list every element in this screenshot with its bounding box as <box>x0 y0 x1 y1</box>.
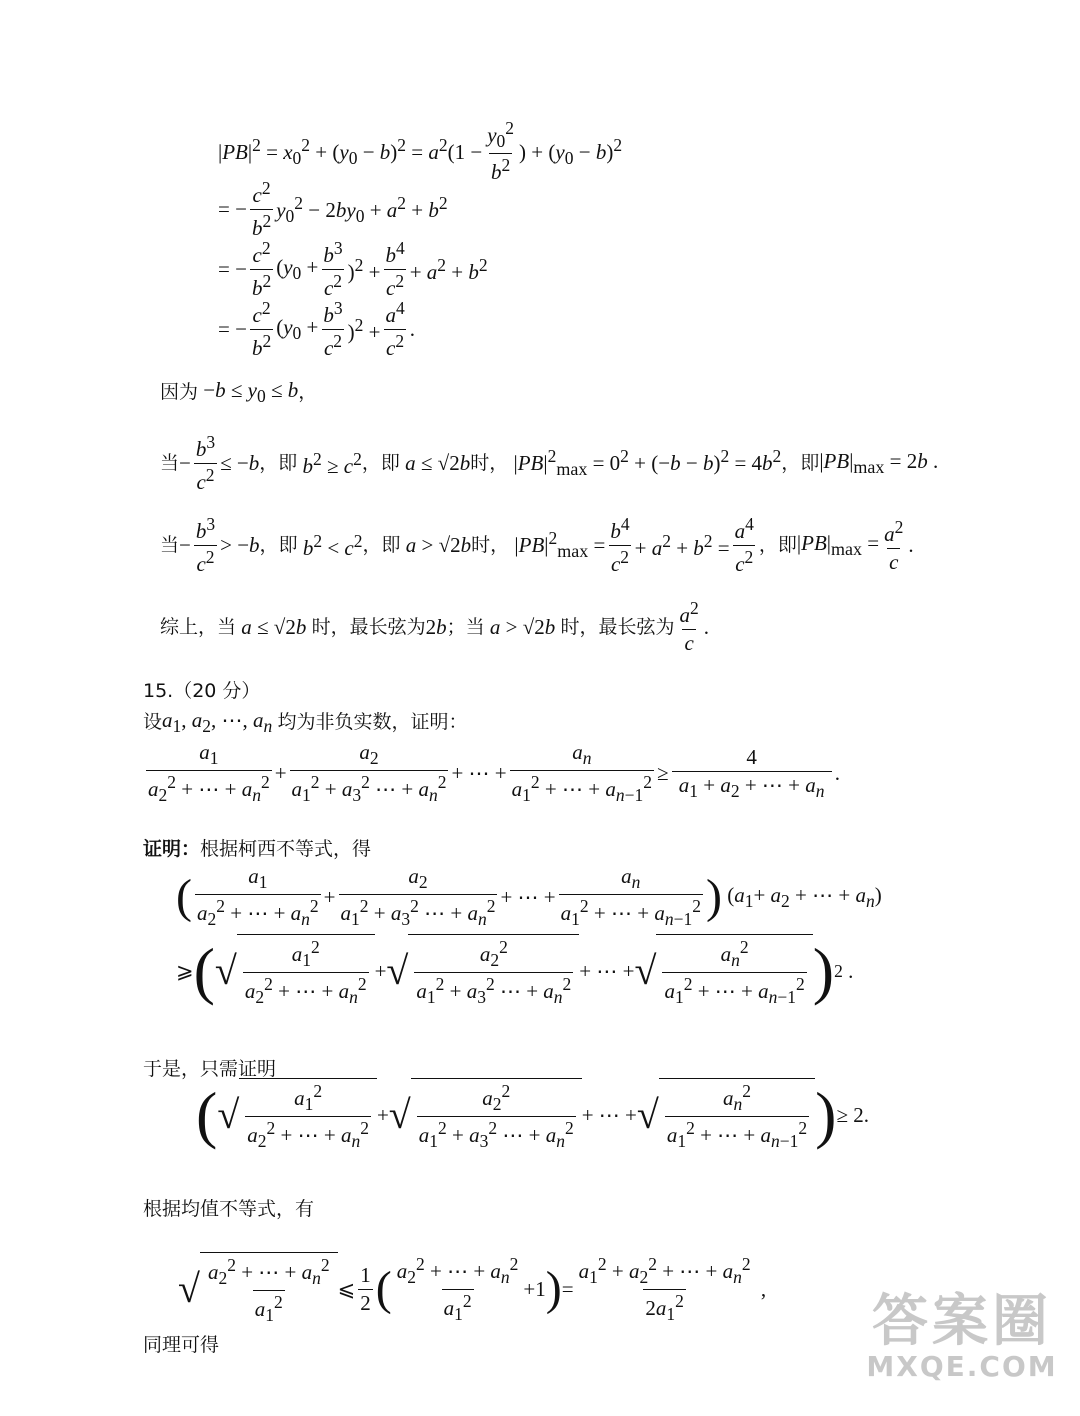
need-to-prove: ( √ $\frac{a_1^2}{a_2^2 + \cdots + a_n^2}$ + √ $\frac{a_2^2}{a_1^2 + a_3^2 \cdots + a_n^2}$ + ⋯ + √ $\frac{a_n^2}{a_1^2 + \cdots + a_{n-1}^2}$ ) ≥ 2. <box>196 1079 869 1152</box>
am-gm-inequality: √ $\frac{a_2^2 + \cdots + a_n^2}{a_1^2}$ ⩽ $\frac{1}{2}$ ( $\frac{a_2^2 + \cdots + a_n^2}{a_1^2}$ +1 ) = $\frac{a_1^2 + a_2^2 + \cdots + a_n^2}{2a_1^2}$ , <box>178 1253 767 1326</box>
problem-inequality: $\frac{a_1}{a_2^2 + \cdots + a_n^2}$ + $\frac{a_2}{a_1^2 + a_3^2 \cdots + a_n^2}$ + ⋯ + $\frac{a_n}{a_1^2 + \cdots + a_{n-1}^2}$ ≥ $\frac{4}{a_1 + a_2 + \cdots + a_n}$ . <box>148 740 841 806</box>
ji-label: 即 <box>777 534 797 557</box>
am-gm-text: 根据均值不等式，有 <box>143 1198 315 1220</box>
shi-label: 时， <box>471 534 510 557</box>
proof-label: 证明： <box>143 838 201 860</box>
comma: ， <box>361 452 381 475</box>
case-2-line: 当 − $\frac{b^3}{c^2}$ > −b ， 即 $b^2 < c^2$ ， 即 a > √2b 时， $|PB|^2_{max}$ = $\frac{b^4}{c^2}$ + $a^2 + b^2$ = $\frac{a^4}{c^2}$ ， 即 $|PB|_{max}$ = $\frac{a^2}{c}$ . <box>160 514 914 577</box>
summary-line: 综上，当 a ≤ √2b 时，最长弦为 2b ；当 a > √2b 时，最长弦为 $\frac{a^2}{c}$ . <box>160 598 709 656</box>
when-label: 当 <box>160 534 180 557</box>
ji-label: 即 <box>278 534 298 557</box>
cauchy-rhs: ⩾ ( √ $\frac{a_1^2}{a_2^2 + \cdots + a_n^2}$ + √ $\frac{a_2^2}{a_1^2 + a_3^2 \cdots + a_n^2}$ + ⋯ + √ $\frac{a_n^2}{a_1^2 + \cdots + a_{n-1}^2}$ ) 2 . <box>176 935 854 1008</box>
summary-mid1: 时，最长弦为 <box>311 615 426 638</box>
proof-intro-line <box>143 838 371 861</box>
equation-step-2: = − $\frac{c^2}{b^2}$ $y_0^2 - 2by_0 + a^2 + b^2$ <box>218 178 448 241</box>
ji-label: 即 <box>381 534 401 557</box>
proof-intro: 根据柯西不等式，得 <box>200 838 372 860</box>
watermark-main: 答案圈 <box>872 1288 1052 1354</box>
watermark-sub: MXQE.COM <box>866 1349 1058 1383</box>
because-label: 因为 <box>160 381 199 404</box>
summary-mid3: 时，最长弦为 <box>560 615 675 638</box>
ji-label: 即 <box>380 452 400 475</box>
equation-step-4: = − $\frac{c^2}{b^2}$ ($y_0$ + $\frac{b^3}{c^2}$ )$^2$ + $\frac{a^4}{c^2}$ . <box>218 298 415 361</box>
shi-label: 时， <box>470 452 509 475</box>
summary-prefix: 综上，当 <box>160 615 237 638</box>
problem-number: 15.（20 分） <box>143 680 261 702</box>
similarly-text: 同理可得 <box>143 1334 220 1356</box>
ji-label: 即 <box>800 452 820 475</box>
when-label: 当 <box>160 452 180 475</box>
case-1-line: 当 − $\frac{b^3}{c^2}$ ≤ −b ， 即 $b^2 \ge c^2$ ， 即 a ≤ √2b 时， $|PB|^2_{max} = 0^2 + (-b - b)^2 = 4b^2$ ， 即 $|PB|_{max} = 2b$ . <box>160 432 939 495</box>
comma: ， <box>259 452 279 475</box>
summary-mid2: ；当 <box>446 615 485 638</box>
comma: ， <box>758 534 778 557</box>
problem-pre: 设 <box>143 711 163 734</box>
only-need-text: 于是，只需证明 <box>143 1058 277 1080</box>
equation-step-3: = − $\frac{c^2}{b^2}$ ($y_0$ + $\frac{b^3}{c^2}$ )$^2$ + $\frac{b^4}{c^2}$ + $a^2 + b^2$ <box>218 238 488 301</box>
because-line: 因为 $-b \le y_0 \le b$ ， <box>160 378 318 407</box>
equation-pb-squared: $|PB|^2 = x_0^2 + (y_0 - b)^2 = a^2(1$ − $\frac{y_0^2}{b^2}$ ) + $(y_0 - b)^2$ <box>218 118 623 185</box>
comma: ， <box>259 534 279 557</box>
comma: ， <box>298 381 318 404</box>
cauchy-lhs: ( $\frac{a_1}{a_2^2 + \cdots + a_n^2}$ + $\frac{a_2}{a_1^2 + a_3^2 \cdots + a_n^2}$ + ⋯ + $\frac{a_n}{a_1^2 + \cdots + a_{n-1}^2}$ ) ($a_1+ a_2$ + ⋯ + $a_n$) <box>176 864 882 930</box>
watermark-logo <box>862 1278 1062 1398</box>
problem-statement: 设 $a_1$, $a_2$, ⋯, $a_n$ 均为非负实数，证明： <box>143 708 468 737</box>
comma: ， <box>362 534 382 557</box>
comma: ， <box>781 452 801 475</box>
ji-label: 即 <box>278 452 298 475</box>
problem-post: 均为非负实数，证明： <box>277 711 468 734</box>
